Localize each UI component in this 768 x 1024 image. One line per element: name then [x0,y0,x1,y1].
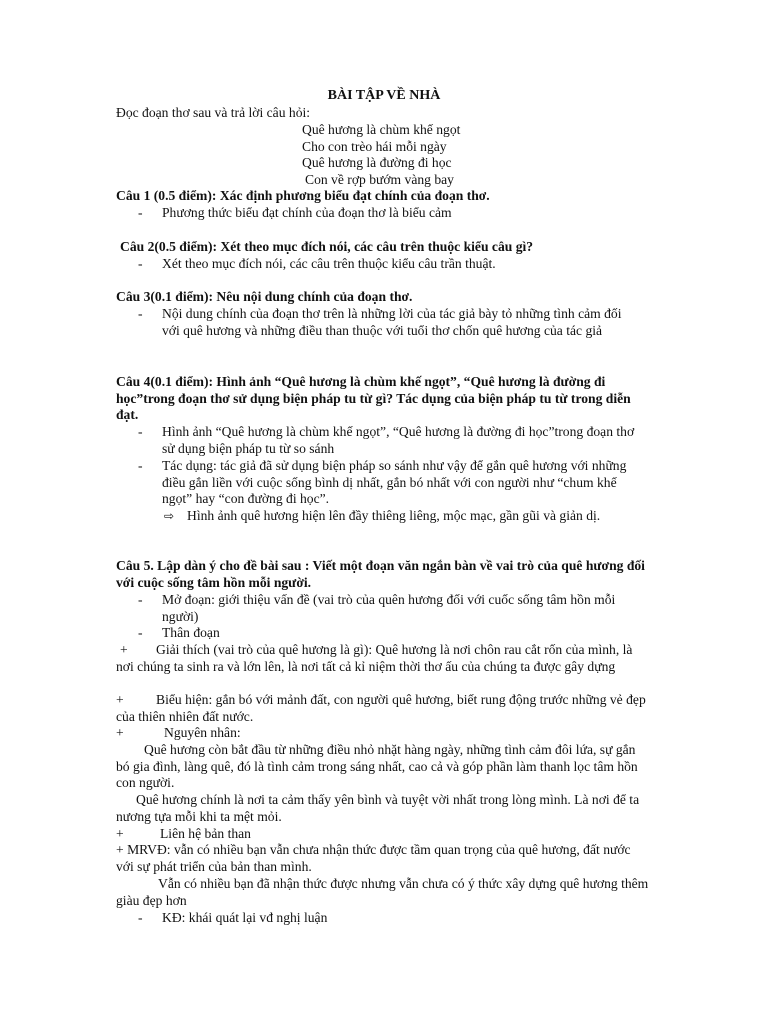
conclusion-4 [164,508,648,525]
outline-mrvd: + MRVĐ: vẫn có nhiều bạn vẫn chưa nhận thức được tầm quan trọng của quê hương, đất nước với sự phát triển của bản than mình. [116,842,631,874]
outline-giai-thich [116,642,651,675]
question-1: Câu 1 (0.5 điểm): Xác định phương biểu đạt chính của đoạn thơ. [116,188,490,203]
outline-text: KĐ: khái quát lại vđ nghị luận [162,910,328,925]
page-title: BÀI TẬP VỀ NHÀ [327,88,441,103]
poem-line: Quê hương là chùm khế ngọt [302,122,461,137]
intro-text: Đọc đoạn thơ sau và trả lời câu hỏi: [116,105,311,120]
plus-bullet: + [116,725,124,740]
dash-bullet: - [138,625,143,640]
poem [302,122,460,188]
arrow-right-icon: ⇨ [164,509,175,523]
outline-text: Mở đoạn: giới thiệu vấn đề (vai trò của quên hương đối với cuốc sống tâm hồn mỗi người) [162,592,616,624]
outline-mo-doan [138,592,650,625]
poem-line: Con về rợp bướm vàng bay [305,171,454,187]
poem-line: Quê hương là đường đi học [302,155,452,171]
dash-bullet: - [138,205,143,220]
answer-text: Xét theo mục đích nói, các câu trên thuộc kiểu câu trần thuật. [162,256,496,271]
outline-text: Liên hệ bản than [160,826,251,841]
dash-bullet: - [138,592,143,607]
answer-4b [138,458,650,508]
question-5: Câu 5. Lập dàn ý cho đề bài sau : Viết một đoạn văn ngắn bàn về vai trò của quê hương đối với cuộc sống tâm hồn mỗi người. [116,558,645,590]
outline-text: Nguyên nhân: [164,725,241,740]
outline-paragraph: Quê hương còn bắt đầu từ những điều nhỏ nhặt hàng ngày, những tình cảm đôi lứa, sự gắn bó gia đình, làng quê, đó là tình cảm trong sáng nhất, cao cả và góp phần làm thanh lọc tâm hồn con người. [116,742,638,791]
answer-4a [138,424,650,457]
answer-text: Phương thức biểu đạt chính của đoạn thơ là biểu cảm [162,205,452,220]
answer-text: Tác dụng: tác giả đã sử dụng biện pháp so sánh như vậy để gắn quê hương với những điều gắn liền với cuộc sống bình dị nhất, gắn bó nhất với con người như “chum khế ngọt” hay “con đường đi học”. [162,458,627,507]
question-2: Câu 2(0.5 điểm): Xét theo mục đích nói, các câu trên thuộc kiểu câu gì? [120,239,534,254]
outline-paragraph: Vẫn có nhiều bạn đã nhận thức được nhưng vẫn chưa có ý thức xây dựng quê hương thêm giàu đẹp hơn [116,876,649,908]
question-3: Câu 3(0.1 điểm): Nêu nội dung chính của đoạn thơ. [116,289,413,304]
question-4: Câu 4(0.1 điểm): Hình ảnh “Quê hương là chùm khế ngọt”, “Quê hương là đường đi học”trong đoạn thơ sử dụng biện pháp tu từ gì? Tác dụng của biện pháp tu từ trong diễn đạt. [116,374,631,423]
outline-nguyen-nhan [116,725,651,742]
answer-text: Nội dung chính của đoạn thơ trên là những lời của tác giả bày tỏ những tình cảm đối với quê hương và những điều than thuộc với tuổi thơ chốn quê hương của tác giả [162,306,622,338]
plus-bullet: + [120,642,128,657]
outline-kd [138,910,658,927]
outline-text: Thân đoạn [162,625,220,640]
answer-1 [138,205,658,222]
outline-than-doan [138,625,658,642]
dash-bullet: - [138,424,143,439]
poem-line: Cho con trèo hái mỗi ngày [302,138,447,154]
answer-text: Hình ảnh “Quê hương là chùm khế ngọt”, “Quê hương là đường đi học”trong đoạn thơ sử dụng biện pháp tu từ so sánh [162,424,635,456]
outline-text: Giải thích (vai trò của quê hương là gì): Quê hương là nơi chôn rau cắt rốn của mình, là nơi chúng ta sinh ra và lớn lên, là nơi tất cả kỉ niệm thời thơ ấu của chúng ta được gây dựng [116,642,633,674]
dash-bullet: - [138,458,143,473]
answer-2 [138,256,658,273]
answer-3 [138,306,638,339]
dash-bullet: - [138,306,143,321]
outline-paragraph: Quê hương chính là nơi ta cảm thấy yên bình và tuyệt vời nhất trong lòng mình. Là nơi để ta nương tựa mỗi khi ta mệt mỏi. [116,792,640,824]
plus-bullet: + [116,692,124,707]
outline-lien-he [116,826,651,843]
plus-bullet: + [116,826,124,841]
outline-text: Biểu hiện: gắn bó với mảnh đất, con người quê hương, biết rung động trước những vẻ đẹp của thiên nhiên đất nước. [116,692,646,724]
dash-bullet: - [138,256,143,271]
outline-bieu-hien [116,692,651,725]
dash-bullet: - [138,910,143,925]
conclusion-text: Hình ảnh quê hương hiện lên đầy thiêng liêng, mộc mạc, gần gũi và giản dị. [187,508,601,523]
